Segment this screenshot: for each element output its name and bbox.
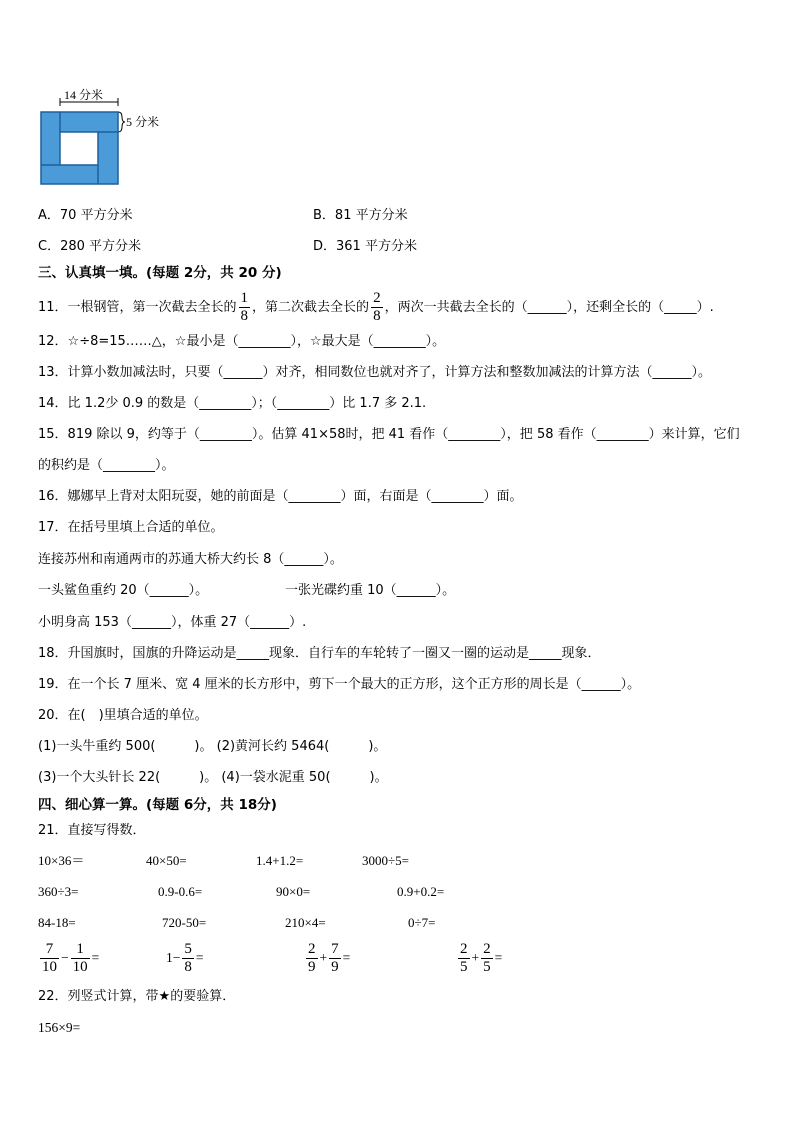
q11-fraction-1: [239, 290, 251, 325]
frac-4-op: +: [471, 950, 480, 965]
calc-r2-c1: 360÷3=: [38, 884, 79, 899]
square-frame-figure: [38, 86, 168, 192]
frac-2-b-den: 8: [184, 959, 192, 975]
top-dimension-label: 14 分米: [64, 88, 104, 102]
frac-1-eq: =: [91, 950, 100, 965]
frac-2-eq: =: [195, 950, 204, 965]
question-21: 21．直接写得数．: [38, 823, 146, 838]
q11-f2-denominator: 8: [373, 308, 381, 324]
frac-1-a-den: 10: [42, 959, 57, 975]
q11-text-post: ，两次一共截去全长的（______），还剩全长的（_____）.: [384, 300, 714, 315]
frac-2-lead: 1−: [166, 950, 181, 965]
question-17: 17．在括号里填上合适的单位。: [38, 520, 224, 535]
frac-4-eq: =: [494, 950, 503, 965]
question-22: 22．列竖式计算，带★的要验算．: [38, 989, 236, 1004]
question-18: 18．升国旗时，国旗的升降运动是_____现象．自行车的车轮转了一圈又一圈的运动是_____现象．: [38, 646, 601, 661]
frac-1-b-num: 1: [71, 941, 90, 959]
calc-r1-c3: 1.4+1.2=: [256, 853, 304, 868]
question-15-line-1: 15．819 除以 9，约等于（________）。估算 41×58时，把 41 看作（________），把 58 看作（________）来计算，它们: [38, 427, 740, 442]
frac-3-a-den: 9: [308, 959, 316, 975]
frac-4-b: [481, 941, 493, 976]
frac-3-op: +: [319, 950, 328, 965]
question-22-a: 156×9=: [38, 1020, 81, 1035]
frac-3-a: [306, 941, 318, 976]
inner-hole: [60, 132, 98, 165]
frac-2-b-num: 5: [184, 941, 192, 957]
frac-1-a-num: 7: [40, 941, 59, 959]
frac-1-b: [71, 941, 90, 976]
frac-expr-2: [166, 941, 204, 976]
calc-r1-c2: 40×50=: [146, 853, 187, 868]
question-14: 14．比 1.2少 0.9 的数是（________）；（________）比 1.7 多 2.1.: [38, 396, 427, 411]
frac-4-b-num: 2: [483, 941, 491, 957]
frac-1-b-den: 10: [72, 959, 88, 975]
q11-f2-numerator: 2: [373, 290, 381, 306]
calc-r3-c1: 84-18=: [38, 915, 76, 930]
calc-r3-c4: 0÷7=: [408, 915, 436, 930]
question-12: 12．☆÷8=15……△，☆最小是（________），☆最大是（________）。: [38, 334, 446, 349]
calc-r2-c2: 0.9-0.6=: [158, 884, 203, 899]
frac-expr-1: [38, 941, 99, 976]
frame-diagram: [38, 86, 168, 188]
calc-r3-c3: 210×4=: [285, 915, 326, 930]
option-c: C．280 平方分米: [38, 239, 142, 254]
frac-4-a-den: 5: [460, 959, 468, 975]
frac-1-op: −: [61, 950, 69, 965]
frac-2-b: [182, 941, 194, 976]
calc-r2-c4: 0.9+0.2=: [397, 884, 445, 899]
frac-1-a: [40, 941, 59, 976]
calc-r1-c1: 10×36＝: [38, 853, 85, 868]
calc-r2-c3: 90×0=: [276, 884, 311, 899]
question-19: 19．在一个长 7 厘米、宽 4 厘米的长方形中，剪下一个最大的正方形，这个正方形的周长是（______）。: [38, 677, 641, 692]
section-3-heading: 三、认真填一填。(每题 2分，共 20 分): [38, 265, 282, 281]
frac-3-a-num: 2: [308, 941, 316, 957]
q11-text-pre: 11．一根钢管，第一次截去全长的: [38, 300, 237, 315]
question-20-line-1: (1)一头牛重约 500( )。 (2)黄河长约 5464( )。: [38, 739, 387, 754]
frac-3-b: [329, 941, 341, 976]
frac-4-a-num: 2: [460, 941, 468, 957]
q11-fraction-2: [371, 290, 383, 325]
question-17-b: 一头鲨鱼重约 20（______）。: [38, 583, 209, 598]
question-15-line-2: 的积约是（________）。: [38, 458, 175, 473]
question-13: 13．计算小数加减法时，只要（______）对齐，相同数位也就对齐了，计算方法和整数加减法的计算方法（______）。: [38, 365, 712, 380]
frac-expr-4: [456, 941, 502, 976]
q11-f1-denominator: 8: [240, 308, 249, 324]
question-17-a: 连接苏州和南通两市的苏通大桥大约长 8（______）。: [38, 552, 343, 567]
section-4-heading: 四、细心算一算。(每题 6分，共 18分): [38, 797, 277, 813]
side-dimension-label: 5 分米: [126, 115, 160, 129]
option-d: D．361 平方分米: [313, 239, 417, 254]
frac-4-b-den: 5: [483, 959, 491, 975]
question-17-d: 小明身高 153（______），体重 27（______）.: [38, 615, 307, 630]
q11-text-mid: ，第二次截去全长的: [252, 300, 370, 315]
question-17-c: 一张光碟约重 10（______）。: [285, 583, 456, 598]
frac-4-a: [458, 941, 470, 976]
question-11: [38, 290, 714, 325]
option-a: A．70 平方分米: [38, 208, 133, 223]
frac-expr-3: [304, 941, 350, 976]
frac-3-eq: =: [342, 950, 351, 965]
question-16: 16．娜娜早上背对太阳玩耍，她的前面是（________）面，右面是（________）面。: [38, 489, 523, 504]
question-20-line-2: (3)一个大头针长 22( )。 (4)一袋水泥重 50( )。: [38, 770, 388, 785]
question-20: 20．在( )里填合适的单位。: [38, 708, 208, 723]
calc-r3-c2: 720-50=: [162, 915, 207, 930]
q11-f1-numerator: 1: [240, 290, 249, 306]
option-b: B．81 平方分米: [313, 208, 408, 223]
frac-3-b-den: 9: [331, 959, 339, 975]
frac-3-b-num: 7: [331, 941, 339, 957]
calc-r1-c4: 3000÷5=: [362, 853, 409, 868]
